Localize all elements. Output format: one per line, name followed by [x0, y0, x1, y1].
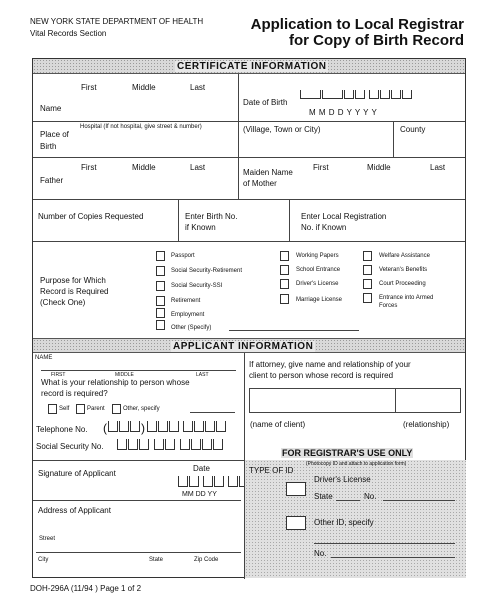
street-label: Street: [39, 536, 56, 542]
birth-no-label: Enter Birth No.: [185, 212, 238, 221]
applicant-band: [33, 338, 465, 353]
copies-label: Number of Copies Requested: [38, 212, 144, 221]
other-id-label: Other ID, specify: [314, 518, 374, 527]
armed-forces-checkbox[interactable]: [363, 293, 372, 303]
dob-format-hint: M M D D Y Y Y Y: [309, 108, 378, 117]
ss-ssi-checkbox[interactable]: [156, 281, 165, 291]
application-form: CERTIFICATE INFORMATION First Middle Last Name Date of Birth M M D D Y Y Y Y Hospital (If not hospital, give street & number) Place of Birth (Village, Town or City) County First Middle Last Father First Middle Last Maiden Name of Mother Number of Copies Requested Enter Birth No. if Known Enter Local Registration No. if Known Purpose for Which Record is Required (Check One) Passport Social Security-Retirement Social Security-SSI Retirement Employment Other (Specify) Working Papers School Entrance Driver's License Marriage License Welfare Assistance Veteran's Benefits Court Proceeding Entrance into Armed Forces APPLICANT INFORMATION NAME FIRST MIDDLE LAST What is your relationship to person whose record is required? Self Parent Other, specify Telephone No. ( ) Social Security No. If attorney, give name and relationship of your client to person whose record is required (name of client) (relationship) Signature of Applicant Date MM DD YY Address of Applicant Street City State Zip Code FOR REGISTRAR'S USE ONLY TYPE OF ID (Photocopy ID and attach to application form) Driver's License State No. Other ID, specify No.: [32, 58, 466, 578]
department-name: NEW YORK STATE DEPARTMENT OF HEALTH: [30, 17, 204, 26]
certificate-band-title: CERTIFICATE INFORMATION: [177, 61, 327, 72]
registrar-title-text: FOR REGISTRAR'S USE ONLY: [282, 448, 413, 458]
birth-no-label-2: if Known: [185, 223, 216, 232]
child-name-label: Name: [40, 104, 62, 113]
county-label: County: [400, 125, 426, 134]
attorney-client-box[interactable]: [249, 388, 461, 413]
armed-forces-label-2: Forces: [379, 303, 398, 309]
license-state-label: State: [314, 492, 333, 501]
village-label: (Village, Town or City): [243, 125, 321, 134]
drivers-license-id-checkbox[interactable]: [286, 482, 306, 496]
local-reg-label: Enter Local Registration: [301, 212, 387, 221]
father-label: Father: [40, 176, 64, 185]
other-purpose-checkbox[interactable]: [156, 320, 165, 330]
form-title-line1: Application to Local Registrar: [250, 16, 464, 33]
ssn-label: Social Security No.: [36, 442, 104, 451]
parent-checkbox[interactable]: [76, 404, 85, 414]
other-id-line[interactable]: [314, 543, 455, 544]
school-entrance-label: School Entrance: [296, 267, 341, 273]
applicant-name-label: NAME: [35, 355, 53, 361]
veterans-label: Veteran's Benefits: [379, 267, 428, 273]
other-id-no-label: No.: [314, 549, 327, 558]
maiden-name-label: Maiden Name: [243, 168, 293, 177]
sig-date-format: MM DD YY: [182, 491, 217, 498]
other-rel-label: Other, specify: [123, 406, 160, 412]
retirement-checkbox[interactable]: [156, 296, 165, 306]
dob-label: Date of Birth: [243, 98, 288, 107]
court-label: Court Proceeding: [379, 281, 426, 287]
applicant-first-label: FIRST: [51, 372, 66, 378]
school-entrance-checkbox[interactable]: [280, 265, 289, 275]
applicant-middle-label: MIDDLE: [115, 372, 134, 378]
signature-label: Signature of Applicant: [38, 469, 116, 478]
hospital-hint: Hospital (If not hospital, give street & number): [80, 124, 202, 130]
child-last-label: Last: [190, 83, 206, 92]
other-rel-line[interactable]: [190, 412, 235, 413]
passport-label: Passport: [171, 253, 195, 259]
purpose-label-2: Record is Required: [40, 287, 109, 296]
working-papers-checkbox[interactable]: [280, 251, 289, 261]
state-label: State: [149, 557, 164, 563]
address-label: Address of Applicant: [38, 506, 111, 515]
attorney-instructions-2: client to person whose record is required: [249, 371, 394, 380]
armed-forces-label: Entrance into Armed: [379, 295, 434, 301]
certificate-band: [33, 59, 465, 74]
self-label: Self: [59, 406, 70, 412]
form-footer: DOH-296A (11/94 ) Page 1 of 2: [30, 584, 142, 593]
photocopy-note: (Photocopy ID and attach to application form): [306, 461, 407, 467]
father-middle-label: Middle: [132, 163, 156, 172]
parent-label: Parent: [87, 406, 105, 412]
welfare-checkbox[interactable]: [363, 251, 372, 261]
client-name-label: (name of client): [250, 420, 306, 429]
relationship-question: What is your relationship to person whose: [41, 378, 190, 387]
other-rel-checkbox[interactable]: [112, 404, 121, 414]
section-name: Vital Records Section: [30, 29, 107, 38]
purpose-label: Purpose for Which: [40, 276, 106, 285]
court-checkbox[interactable]: [363, 279, 372, 289]
other-purpose-line[interactable]: [229, 330, 359, 331]
place-of-birth-label-2: Birth: [40, 142, 57, 151]
drivers-license-checkbox[interactable]: [280, 279, 289, 289]
type-of-id-label: TYPE OF ID: [249, 466, 294, 475]
ss-ssi-label: Social Security-SSI: [171, 283, 223, 289]
place-of-birth-label: Place of: [40, 130, 69, 139]
applicant-last-label: LAST: [196, 372, 209, 378]
father-first-label: First: [81, 163, 97, 172]
ss-retirement-checkbox[interactable]: [156, 266, 165, 276]
welfare-label: Welfare Assistance: [379, 253, 430, 259]
zip-label: Zip Code: [194, 557, 219, 563]
maiden-name-label-2: of Mother: [243, 179, 277, 188]
license-state-line[interactable]: [336, 500, 360, 501]
ss-retirement-label: Social Security-Retirement: [171, 268, 243, 274]
applicant-name-line[interactable]: [41, 370, 236, 371]
other-id-checkbox[interactable]: [286, 516, 306, 530]
relationship-question-2: record is required?: [41, 389, 108, 398]
employment-checkbox[interactable]: [156, 308, 165, 318]
other-purpose-label: Other (Specify): [171, 325, 212, 331]
retirement-label: Retirement: [171, 298, 201, 304]
license-no-line[interactable]: [383, 500, 455, 501]
form-title-line2: for Copy of Birth Record: [289, 32, 464, 49]
marriage-license-checkbox[interactable]: [280, 294, 289, 304]
drivers-license-id-label: Driver's License: [314, 475, 371, 484]
drivers-license-label: Driver's License: [296, 281, 339, 287]
license-no-label: No.: [364, 492, 377, 501]
self-checkbox[interactable]: [48, 404, 57, 414]
other-id-no-line[interactable]: [331, 557, 455, 558]
purpose-label-3: (Check One): [40, 298, 86, 307]
working-papers-label: Working Papers: [296, 253, 339, 259]
veterans-checkbox[interactable]: [363, 265, 372, 275]
child-first-label: First: [81, 83, 97, 92]
client-relationship-label: (relationship): [403, 420, 450, 429]
attorney-instructions: If attorney, give name and relationship of your: [249, 360, 411, 369]
mother-first-label: First: [313, 163, 329, 172]
applicant-band-title: APPLICANT INFORMATION: [173, 341, 314, 352]
father-last-label: Last: [190, 163, 206, 172]
local-reg-label-2: No. if Known: [301, 223, 347, 232]
city-label: City: [38, 557, 49, 563]
marriage-license-label: Marriage License: [296, 297, 343, 303]
child-middle-label: Middle: [132, 83, 156, 92]
sig-date-label: Date: [193, 464, 210, 473]
telephone-label: Telephone No.: [36, 425, 88, 434]
mother-last-label: Last: [430, 163, 446, 172]
street-line[interactable]: [36, 552, 241, 553]
passport-checkbox[interactable]: [156, 251, 165, 261]
employment-label: Employment: [171, 312, 205, 318]
mother-middle-label: Middle: [367, 163, 391, 172]
